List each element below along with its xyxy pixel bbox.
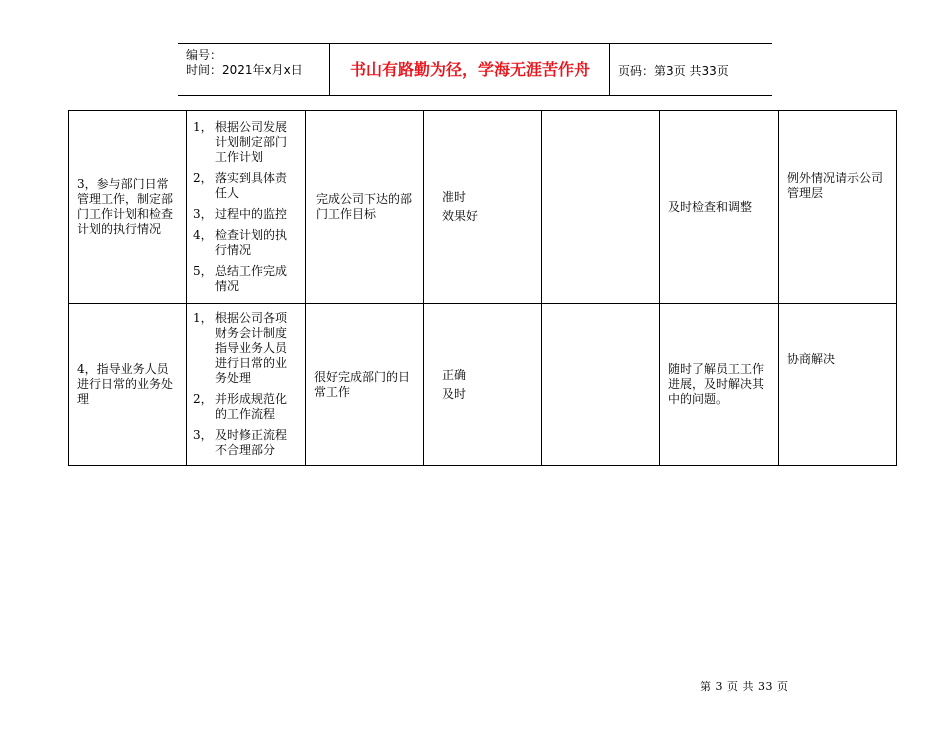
duty-item: 3，参与部门日常管理工作，制定部门工作计划和检查计划的执行情况: [77, 177, 174, 236]
goal-text: 完成公司下达的部门工作目标: [316, 192, 413, 221]
method-cell: [660, 304, 779, 466]
goal-cell: [306, 111, 424, 304]
step-number: 2，: [193, 392, 213, 406]
standard-item: 效果好: [442, 209, 479, 223]
steps-cell: [187, 304, 306, 466]
step-text: 根据公司发展计划制定部门工作计划: [215, 120, 288, 164]
standard-list: [424, 368, 541, 402]
list-item: [193, 207, 297, 222]
exception-cell: [779, 304, 897, 466]
steps-list: [187, 114, 305, 300]
duty-table: [68, 110, 897, 466]
method-cell: [660, 111, 779, 304]
page-footer: 第 3 页 共 33 页: [700, 680, 789, 693]
duty-item-cell: [69, 304, 187, 466]
list-item: [193, 171, 297, 201]
step-text: 落实到具体责任人: [215, 171, 288, 200]
step-number: 3，: [193, 207, 213, 221]
header-meta: [186, 48, 303, 78]
list-item: [193, 311, 297, 386]
header-divider: [609, 44, 610, 95]
step-text: 检查计划的执行情况: [215, 228, 288, 257]
list-item: [193, 264, 297, 294]
list-item: [193, 392, 297, 422]
goal-cell: [306, 304, 424, 466]
steps-cell: [187, 111, 306, 304]
page-header: [178, 43, 772, 96]
method-text: 随时了解员工工作进展，及时解决其中的问题。: [668, 362, 765, 406]
header-page-label: 页码：第3页 共33页: [618, 64, 729, 78]
standard-item: 及时: [442, 386, 467, 401]
list-item: [193, 228, 297, 258]
method-text: 及时检查和调整: [668, 199, 753, 214]
step-number: 3，: [193, 428, 213, 442]
step-number: 1，: [193, 311, 213, 325]
duty-item: 4，指导业务人员进行日常的业务处理: [77, 362, 174, 406]
standard-list: [424, 190, 541, 224]
steps-list: [187, 305, 305, 464]
standard-cell: [424, 111, 542, 304]
list-item: [193, 120, 297, 165]
empty-cell: [542, 111, 660, 304]
standard-item: 正确: [442, 367, 467, 382]
exception-text: 协商解决: [787, 352, 836, 366]
header-motto: 书山有路勤为径，学海无涯苦作舟: [349, 60, 590, 79]
step-number: 5，: [193, 264, 213, 278]
exception-text: 例外情况请示公司管理层: [787, 171, 884, 200]
table-row: [69, 111, 897, 304]
empty-cell: [542, 304, 660, 466]
time-label: 时间：2021年x月x日: [186, 63, 303, 77]
code-label: 编号：: [186, 48, 223, 62]
duty-item-cell: [69, 111, 187, 304]
goal-text: 很好完成部门的日常工作: [314, 369, 411, 399]
standard-cell: [424, 304, 542, 466]
step-number: 2，: [193, 171, 213, 185]
step-text: 根据公司各项财务会计制度指导业务人员进行日常的业务处理: [215, 311, 288, 385]
step-text: 总结工作完成情况: [215, 264, 288, 293]
step-number: 1，: [193, 120, 213, 134]
exception-cell: [779, 111, 897, 304]
table-row: [69, 304, 897, 466]
standard-item: 准时: [442, 190, 467, 204]
step-text: 及时修正流程不合理部分: [215, 428, 288, 457]
step-text: 并形成规范化的工作流程: [215, 392, 288, 421]
step-number: 4，: [193, 228, 213, 242]
step-text: 过程中的监控: [215, 207, 288, 221]
list-item: [193, 428, 297, 458]
